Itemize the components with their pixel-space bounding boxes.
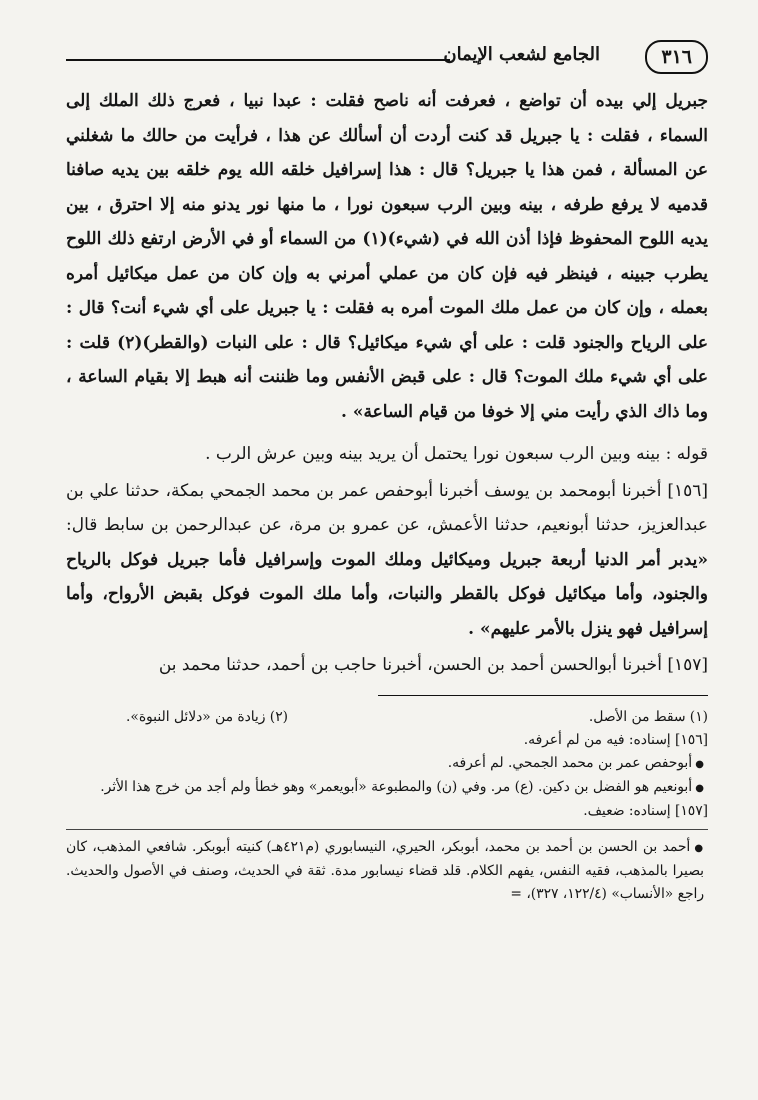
header-rule	[66, 59, 450, 61]
isnad-157-label: [١٥٧] إسناده: ضعيف.	[583, 802, 708, 819]
hadith-157: [١٥٧] أخبرنا أبوالحسن أحمد بن الحسن، أخبرنا حاجب بن أحمد، حدثنا محمد بن	[158, 655, 708, 675]
footnote-1: (١) سقط من الأصل.	[588, 708, 708, 725]
main-text: جبريل إلي بيده أن تواضع ، فعرفت أنه ناصح فقلت : عبدا نبيا ، فعرج ذلك الملك إلى السماء ، فقلت : يا جبريل قد كنت أردت أن أسألك عن هذا ، فرأيت من حالك ما شغلني عن المسألة ، فمن هذا يا جبريل؟ قال : هذا إسرافيل خلقه الله يوم خلقه بين يديه صافنا قدميه لا يرفع طرفه ، بينه وبين الرب سبعون نورا ، ما منها نور يدنو منه إلا احترق ، بين يديه اللوح المحفوظ فإذا أذن الله في (شيء)(١) من السماء أو في الأرض ارتفع ذلك اللوح يطرب جبينه ، فينظر فيه فإن كان من عملي أمرني به وإن كان من عمل ميكائيل أمره بعمله ، وإن كان من عمل ملك الموت أمره به فقلت : يا جبريل على أي شيء أنت؟ قال : على الرياح والجنود قلت : على أي شيء ميكائيل؟ قال : على النبات (والقطر)(٢) قلت : على أي شيء ملك الموت؟ قال : على قبض الأنفس وما ظننت أنه هبط إلا بقيام الساعة ، وما ذاك الذي رأيت مني إلا خوفا من قيام الساعة» .	[66, 91, 708, 422]
page-header	[66, 38, 708, 84]
footnote-rule	[378, 695, 708, 696]
footnote-2: (٢) زيادة من «دلائل النبوة».	[126, 708, 288, 725]
isnad-156-bullet-1: ● أبوحفص عمر بن محمد الجمحي. لم أعرفه.	[66, 752, 708, 776]
running-title: الجامع لشعب الإيمان	[443, 44, 600, 65]
hadith-156	[66, 474, 708, 647]
hadith-156-matn: «يدبر أمر الدنيا أربعة جبريل وميكائيل وملك الموت وإسرافيل فأما جبريل فوكل بالرياح والجنود، وأما ميكائيل فوكل بالقطر والنبات، وأما ملك الموت فوكل بقبض الأرواح، وأما إسرافيل فهو ينزل بالأمر عليهم» .	[66, 549, 708, 639]
footnote-divider	[66, 829, 708, 830]
commentary: قوله : بينه وبين الرب سبعون نورا يحتمل أن يريد بينه وبين عرش الرب .	[205, 444, 708, 464]
hadith-156-isnad: [١٥٦] أخبرنا أبومحمد بن يوسف أخبرنا أبوحفص عمر بن محمد الجمحي بمكة، حدثنا علي بن عبدالعزيز، حدثنا أبونعيم، حدثنا الأعمش، عن عمرو بن مرة، عن عبدالرحمن بن سابط قال:	[66, 480, 708, 535]
footnotes-row	[66, 706, 708, 729]
isnad-156-label: [١٥٦] إسناده: فيه من لم أعرفه.	[523, 731, 708, 748]
page	[66, 38, 708, 1080]
isnad-157-bullet-1: ● أحمد بن الحسن بن أحمد بن محمد، أبوبكر، الحيري، النيسابوري (م٤٢١هـ) كنيته أبوبكر. شافعي المذهب، كان بصيرا بالمذهب، فقيه النفس، يفهم الكلام. قلد قضاء نيسابور مدة. ثقة في الحديث، وصنف في الأصول والحديث. راجع «الأنساب» (١٢٢/٤، ٣٢٧)، =	[66, 836, 708, 906]
page-number: ٣١٦	[645, 40, 708, 74]
isnad-156-bullet-2: ● أبونعيم هو الفضل بن دكين. (ع) مر. وفي (ن) والمطبوعة «أبويعمر» وهو خطأ ولم أجد من خرج هذا الأثر.	[66, 776, 708, 800]
